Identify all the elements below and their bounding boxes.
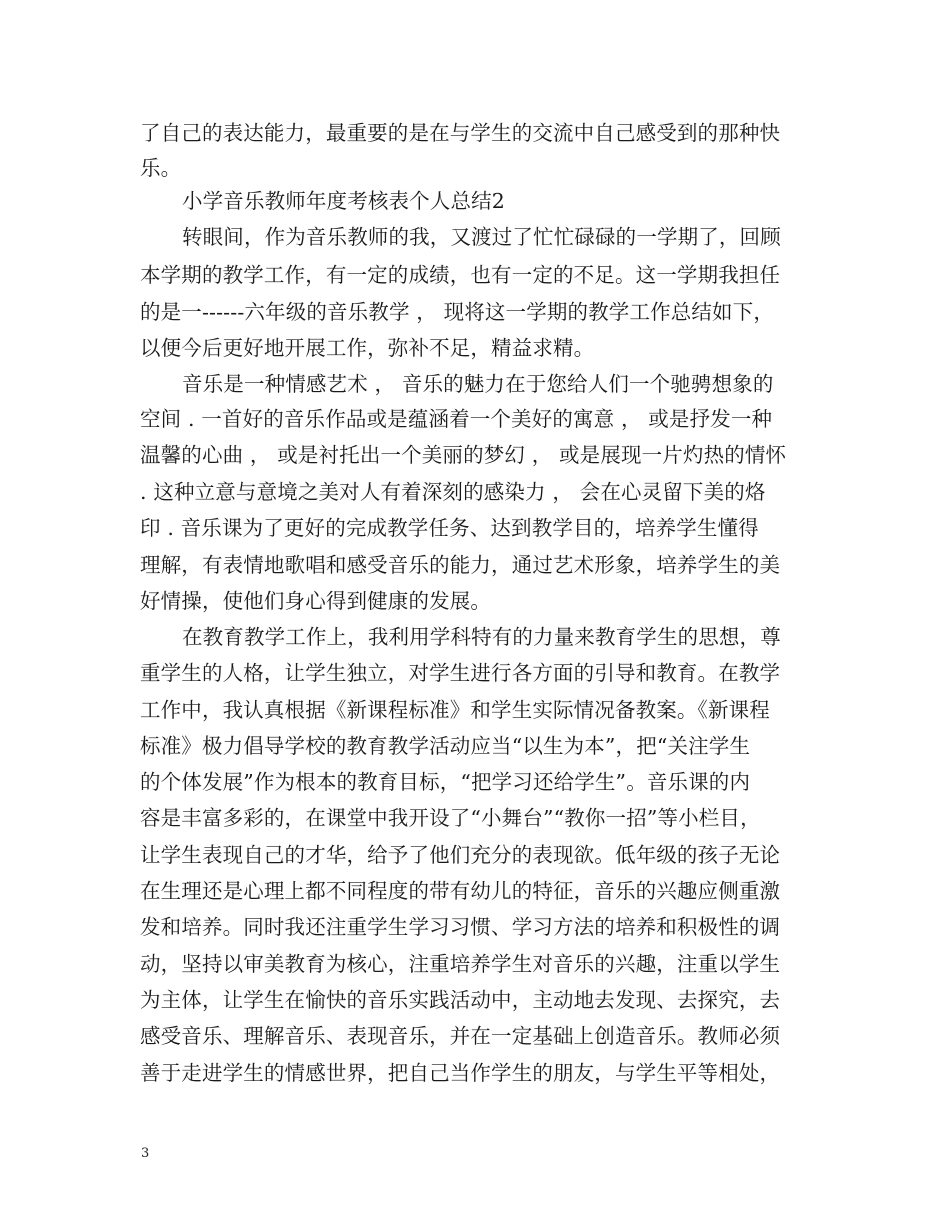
body-text-line: 在生理还是心理上都不同程度的带有幼儿的特征，音乐的兴趣应侧重激 [140,879,781,903]
body-text-line: 印 . 音乐课为了更好的完成教学任务、达到教学目的，培养学生懂得 [140,516,759,540]
body-text-line: 在教育教学工作上，我利用学科特有的力量来教育学生的思想，尊 [182,625,781,649]
body-text-line: 空间 . 一首好的音乐作品或是蕴涵着一个美好的寓意 ， 或是抒发一种 [140,407,773,431]
body-text-line: 了自己的表达能力，最重要的是在与学生的交流中自己感受到的那种快 [140,121,781,145]
body-text-line: 让学生表现自己的才华，给予了他们充分的表现欲。低年级的孩子无论 [140,843,781,867]
body-text-line: 温馨的心曲 ， 或是衬托出一个美丽的梦幻 ， 或是展现一片灼热的情怀 [140,443,787,467]
body-text-line: 理解，有表情地歌唱和感受音乐的能力，通过艺术形象，培养学生的美 [140,553,781,577]
body-text-line: 工作中，我认真根据《新课程标准》和学生实际情况备教案。《新课程 [140,698,770,722]
body-text-line: 标准》极力倡导学校的教育教学活动应当“以生为本”，把“关注学生 [140,734,751,758]
body-text-line: . 这种立意与意境之美对人有着深刻的感染力 ， 会在心灵留下美的烙 [140,480,766,504]
body-text-line: 动，坚持以审美教育为核心，注重培养学生对音乐的兴趣，注重以学生 [140,952,781,976]
body-text-line: 容是丰富多彩的，在课堂中我开设了“小舞台”“教你一招”等小栏目， [140,806,761,830]
body-text-line: 转眼间，作为音乐教师的我，又渡过了忙忙碌碌的一学期了，回顾 [182,225,781,249]
body-text-line: 本学期的教学工作，有一定的成绩，也有一定的不足。这一学期我担任 [140,263,781,287]
body-text-line: 善于走进学生的情感世界，把自己当作学生的朋友，与学生平等相处， [140,1061,781,1085]
body-text-line: 以便今后更好地开展工作，弥补不足，精益求精。 [140,336,595,360]
body-text-line: 发和培养。同时我还注重学生学习习惯、学习方法的培养和积极性的调 [140,915,781,939]
body-text-line: 好情操，使他们身心得到健康的发展。 [140,589,492,613]
section-heading: 小学音乐教师年度考核表个人总结2 [182,189,505,213]
body-text-line: 的是一------六年级的音乐教学 ， 现将这一学期的教学工作总结如下， [140,300,774,324]
body-text-line: 为主体，让学生在愉快的音乐实践活动中，主动地去发现、去探究，去 [140,988,781,1012]
body-text-line: 重学生的人格，让学生独立，对学生进行各方面的引导和教育。在教学 [140,661,781,685]
body-text-line: 乐。 [140,156,182,180]
body-text-line: 音乐是一种情感艺术 ， 音乐的魅力在于您给人们一个驰骋想象的 [182,372,774,396]
body-text-line: 的个体发展”作为根本的教育目标，“把学习还给学生”。音乐课的内 [140,770,751,794]
page-number: 3 [141,1146,150,1161]
body-text-line: 感受音乐、理解音乐、表现音乐，并在一定基础上创造音乐。教师必须 [140,1024,781,1048]
